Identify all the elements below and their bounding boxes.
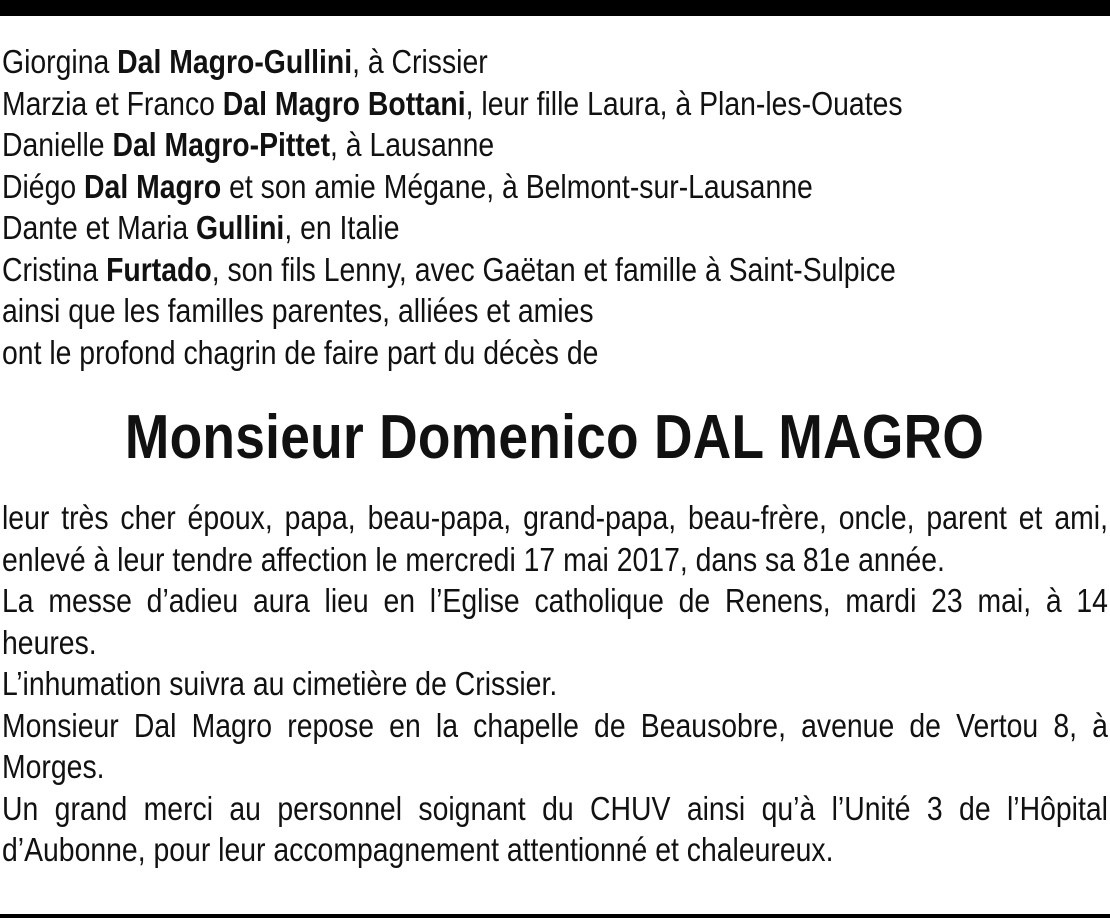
announcer-suffix: , son fils Lenny, avec Gaëtan et famille à Saint-Sulpice bbox=[211, 250, 896, 288]
announcer-surname: Gullini bbox=[196, 209, 285, 246]
announcer-prefix: Diégo bbox=[2, 167, 85, 205]
announcer-suffix: , en Italie bbox=[284, 209, 400, 246]
deceased-name-heading: Monsieur Domenico DAL MAGRO bbox=[125, 402, 985, 472]
burial-paragraph: L’inhumation suivra au cimetière de Crissier. bbox=[2, 665, 558, 702]
announcer-suffix: , à Crissier bbox=[352, 43, 488, 80]
announcer-surname: Dal Magro-Pittet bbox=[112, 126, 331, 163]
mass-paragraph: La messe d’adieu aura lieu en l’Eglise catholique de Renens, mardi 23 mai, à 14 heures. bbox=[2, 582, 1108, 661]
thanks-paragraph: Un grand merci au personnel soignant du CHUV ainsi qu’à l’Unité 3 de l’Hôpital d’Aubonne, pour leur accompagnement attentionné et chaleureux. bbox=[2, 789, 1108, 868]
announcer-suffix: et son amie Mégane, à Belmont-sur-Lausanne bbox=[221, 167, 813, 205]
announcer-prefix: Cristina bbox=[2, 250, 107, 288]
family-list bbox=[2, 41, 1108, 373]
announcer-surname: Dal Magro bbox=[84, 167, 222, 205]
announcer-line bbox=[2, 166, 1108, 208]
announcer-line bbox=[2, 207, 1108, 249]
resting-place-paragraph: Monsieur Dal Magro repose en la chapelle de Beausobre, avenue de Vertou 8, à Morges. bbox=[2, 706, 1108, 785]
tribute-paragraph: leur très cher époux, papa, beau-papa, grand-papa, beau-frère, oncle, parent et ami, enlevé à leur tendre affection le mercredi 17 mai 2017, dans sa 81e année. bbox=[2, 499, 1108, 578]
intro-line: ont le profond chagrin de faire part du décès de bbox=[2, 333, 599, 371]
intro-line: ainsi que les familles parentes, alliées et amies bbox=[2, 292, 594, 329]
announcer-prefix: Danielle bbox=[2, 126, 113, 163]
heading-block bbox=[2, 377, 1108, 497]
announcer-surname: Dal Magro Bottani bbox=[222, 84, 466, 122]
announcer-line bbox=[2, 83, 1108, 125]
announcer-surname: Dal Magro-Gullini bbox=[117, 43, 353, 80]
announcer-prefix: Marzia et Franco bbox=[2, 84, 223, 122]
bottom-rule bbox=[0, 914, 1110, 918]
announcer-line bbox=[2, 124, 1108, 166]
announcer-suffix: , leur fille Laura, à Plan-les-Ouates bbox=[465, 84, 903, 122]
announcer-line bbox=[2, 249, 1108, 291]
announcer-surname: Furtado bbox=[106, 250, 212, 288]
top-rule bbox=[0, 0, 1110, 16]
announcer-suffix: , à Lausanne bbox=[330, 126, 495, 163]
notice-body bbox=[2, 497, 1108, 871]
announcer-prefix: Giorgina bbox=[2, 43, 118, 80]
announcer-line bbox=[2, 41, 1108, 83]
obituary-notice bbox=[2, 41, 1108, 871]
announcer-prefix: Dante et Maria bbox=[2, 209, 197, 246]
